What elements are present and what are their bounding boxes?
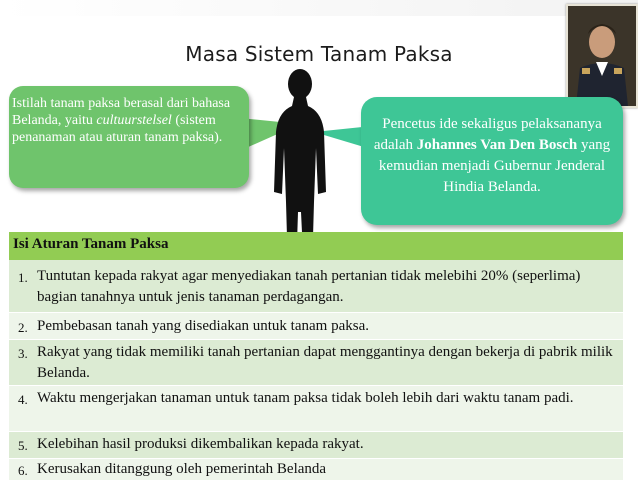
rules-table-title: Isi Aturan Tanam Paksa: [13, 236, 169, 252]
callout-right-name: Johannes Van Den Bosch: [416, 137, 578, 153]
callout-right-text: [366, 114, 618, 198]
table-row: [18, 316, 618, 338]
rule-text: Tuntutan kepada rakyat agar menyediakan tanah pertanian tidak melebihi 20% (seperlima) bagian tanahnya untuk jenis tanaman perdagangan.: [37, 268, 581, 305]
rule-text: Pembebasan tanah yang disediakan untuk tanam paksa.: [37, 318, 369, 334]
rule-text: Kelebihan hasil produksi dikembalikan kepada rakyat.: [37, 436, 364, 452]
callout-left-term: cultuurstelsel: [96, 113, 172, 128]
table-row: [18, 388, 618, 410]
table-row: [18, 266, 618, 308]
slide-title: Masa Sistem Tanam Paksa: [185, 42, 453, 66]
callout-right-intro: Pencetus ide sekaligus pelaksananya adalah: [373, 116, 602, 153]
callout-left-line2: (sistem penanaman atau aturan tanam paksa).: [12, 113, 223, 145]
rule-number: 5.: [18, 438, 28, 453]
callout-left-text: [12, 95, 240, 146]
rule-text: Rakyat yang tidak memiliki tanah pertanian dapat menggantinya dengan bekerja di pabrik milik Belanda.: [37, 344, 613, 381]
table-row: [18, 434, 618, 456]
rule-number: 2.: [18, 320, 28, 335]
rule-number: 3.: [18, 346, 28, 361]
rule-text: Kerusakan ditanggung oleh pemerintah Belanda: [37, 461, 327, 477]
callout-left-line1: Istilah tanam paksa berasal dari bahasa Belanda, yaitu: [12, 96, 231, 128]
rule-number: 6.: [18, 463, 28, 478]
table-row: [18, 342, 618, 384]
table-row: [18, 459, 618, 481]
callout-right-rest: yang kemudian menjadi Gubernur Jenderal Hindia Belanda.: [378, 137, 611, 195]
rule-number: 1.: [18, 270, 28, 285]
rule-number: 4.: [18, 392, 28, 407]
rule-text: Waktu mengerjakan tanaman untuk tanam paksa tidak boleh lebih dari waktu tanam padi.: [37, 390, 574, 406]
